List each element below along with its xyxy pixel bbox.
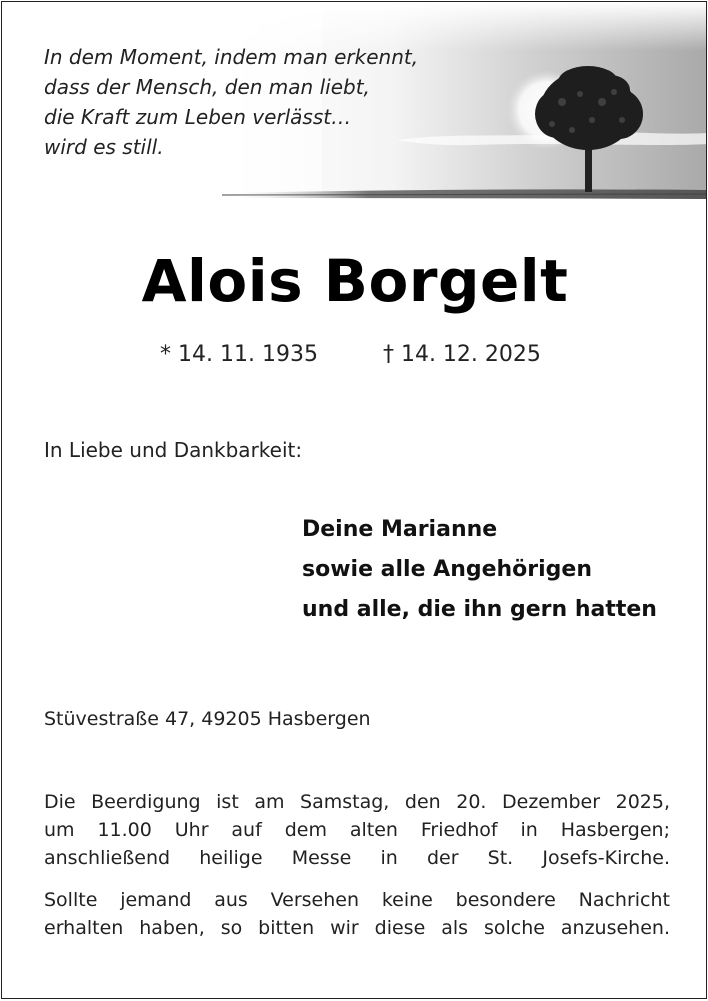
poem-line: wird es still. <box>44 135 164 159</box>
death-date: † 14. 12. 2025 <box>382 342 541 367</box>
funeral-details <box>44 788 670 872</box>
funeral-line: um 11.00 Uhr auf dem alten Friedhof in Hasbergen; <box>44 819 670 841</box>
poem-line: die Kraft zum Leben verlässt… <box>44 105 352 129</box>
deceased-name: Alois Borgelt <box>141 247 569 315</box>
birth-date: * 14. 11. 1935 <box>160 342 318 367</box>
intro-text: In Liebe und Dankbarkeit: <box>44 438 303 462</box>
life-dates <box>160 342 541 367</box>
mourner-line: sowie alle Angehörigen <box>302 557 593 582</box>
mourner-line: Deine Marianne <box>302 517 498 542</box>
note-line: Sollte jemand aus Versehen keine besondere Nachricht <box>44 889 670 911</box>
poem-line: dass der Mensch, den man liebt, <box>44 75 370 99</box>
poem-line: In dem Moment, indem man erkennt, <box>44 45 419 69</box>
funeral-info <box>44 788 670 956</box>
funeral-line: Die Beerdigung ist am Samstag, den 20. Dezember 2025, <box>44 791 670 813</box>
mourner-line: und alle, die ihn gern hatten <box>302 597 657 622</box>
address: Stüvestraße 47, 49205 Hasbergen <box>44 708 371 730</box>
mourners-list <box>302 510 657 630</box>
memorial-poem <box>44 42 418 162</box>
notification-note <box>44 886 670 942</box>
note-line: erhalten haben, so bitten wir diese als solche anzusehen. <box>44 917 670 939</box>
obituary-notice <box>1 1 707 999</box>
funeral-line: anschließend heilige Messe in der St. Josefs-Kirche. <box>44 847 670 869</box>
